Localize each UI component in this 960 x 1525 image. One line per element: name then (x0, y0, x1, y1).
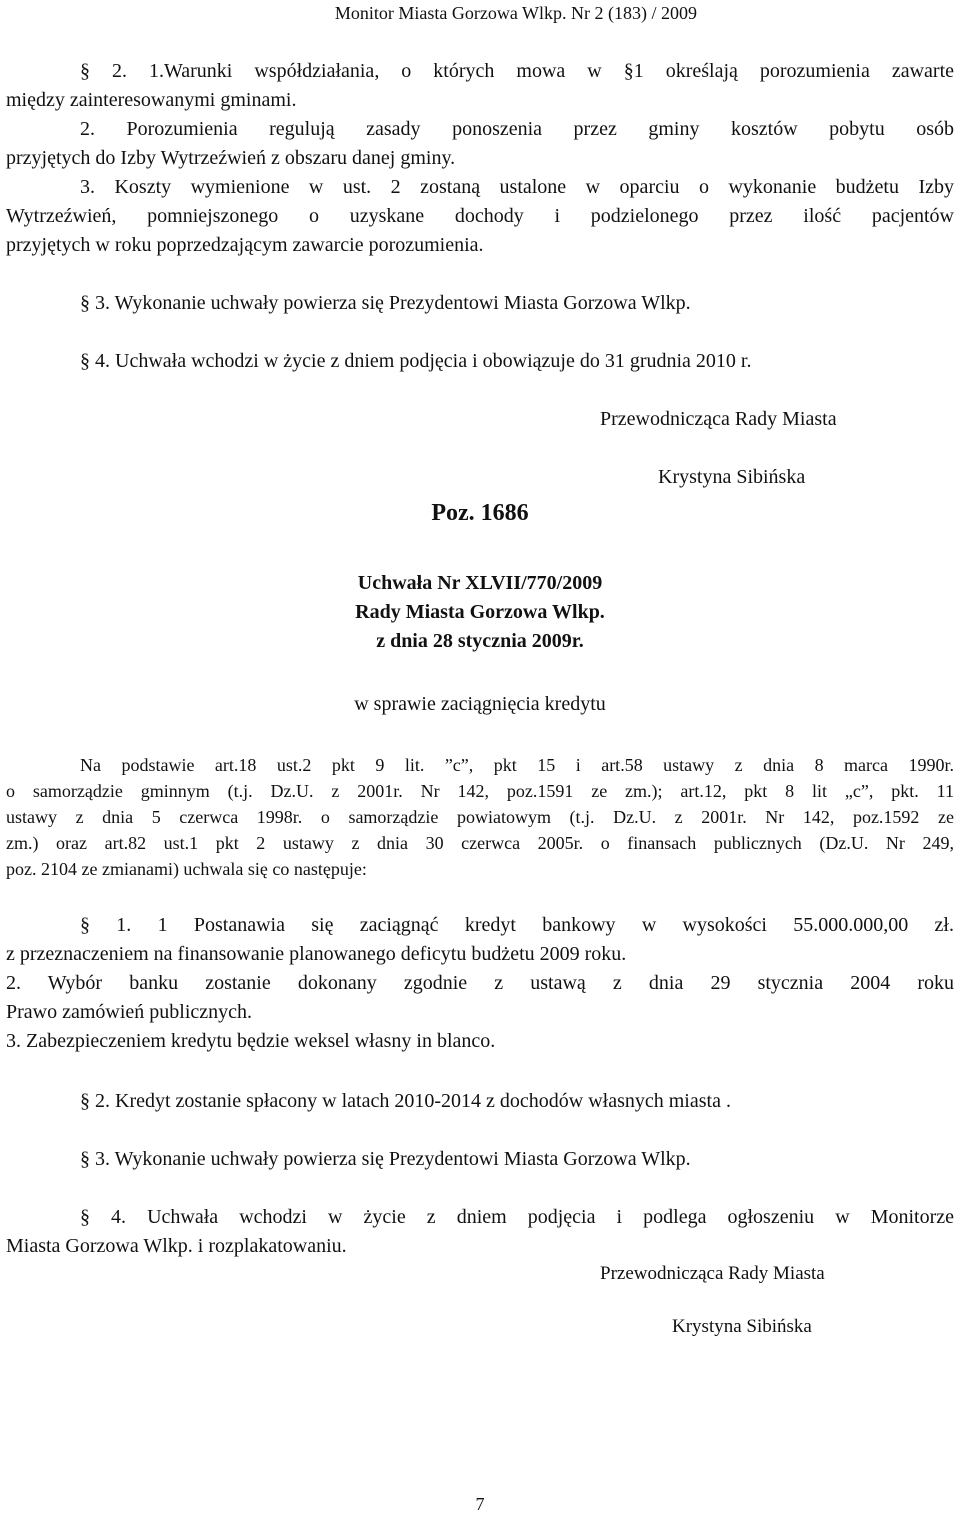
resolution-date: z dnia 28 stycznia 2009r. (376, 630, 584, 652)
section-2: § 2. Kredyt zostanie spłacony w latach 2010-2014 z dochodów własnych miasta . (80, 1090, 731, 1112)
legal-basis-line: zm.) oraz art.82 ust.1 pkt 2 ustawy z dnia 30 czerwca 2005r. o finansach publicznych (Dz.U. Nr 249, (6, 833, 954, 853)
section-1-line: § 1. 1 Postanawia się zaciągnąć kredyt bankowy w wysokości 55.000.000,00 zł. (80, 914, 954, 936)
signature-name: Krystyna Sibińska (658, 466, 806, 488)
section-1-line: z przeznaczeniem na finansowanie planowanego deficytu budżetu 2009 roku. (6, 943, 627, 965)
section-4-line: § 4. Uchwała wchodzi w życie z dniem podjęcia i podlega ogłoszeniu w Monitorze (80, 1206, 954, 1228)
section-3: § 3. Wykonanie uchwały powierza się Prezydentowi Miasta Gorzowa Wlkp. (80, 1148, 691, 1170)
para-text-line: przyjętych w roku poprzedzającym zawarcie porozumienia. (6, 234, 484, 256)
signature-name: Krystyna Sibińska (672, 1316, 812, 1337)
legal-basis-line: o samorządzie gminnym (t.j. Dz.U. z 2001r. Nr 142, poz.1591 ze zm.); art.12, pkt 8 lit „c”, pkt. 11 (6, 781, 954, 801)
position-number: Poz. 1686 (431, 500, 529, 526)
legal-basis-line: poz. 2104 ze zmianami) uchwala się co następuje: (6, 859, 367, 879)
legal-basis-line: ustawy z dnia 5 czerwca 1998r. o samorządzie powiatowym (t.j. Dz.U. z 2001r. Nr 142, poz.1592 ze (6, 807, 954, 827)
resolution-subject: w sprawie zaciągnięcia kredytu (354, 693, 606, 715)
paragraph-3: § 3. Wykonanie uchwały powierza się Prezydentowi Miasta Gorzowa Wlkp. (80, 292, 691, 314)
section-1-2-line: Prawo zamówień publicznych. (6, 1001, 253, 1023)
para-text-line: 2. Porozumienia regulują zasady ponoszenia przez gminy kosztów pobytu osób (80, 118, 954, 140)
para-text-line: między zainteresowanymi gminami. (6, 89, 297, 111)
resolution-title: Uchwała Nr XLVII/770/2009 (357, 572, 603, 594)
section-1-2-line: 2. Wybór banku zostanie dokonany zgodnie z ustawą z dnia 29 stycznia 2004 roku (6, 972, 954, 994)
page-number: 7 (475, 1494, 485, 1514)
para-text-line: 3. Koszty wymienione w ust. 2 zostaną ustalone w oparciu o wykonanie budżetu Izby (80, 176, 954, 198)
running-header: Monitor Miasta Gorzowa Wlkp. Nr 2 (183) / 2009 (334, 3, 697, 23)
para-2-1-line: § 2. 1.Warunki współdziałania, o których mowa w §1 określają porozumienia zawarte (80, 60, 954, 82)
signature-title: Przewodnicząca Rady Miasta (600, 1263, 825, 1284)
para-text-line: Wytrzeźwień, pomniejszonego o uzyskane dochody i podzielonego przez ilość pacjentów (6, 205, 954, 227)
para-text-line: przyjętych do Izby Wytrzeźwień z obszaru danej gminy. (6, 147, 456, 169)
signature-title: Przewodnicząca Rady Miasta (600, 408, 837, 430)
section-1-3: 3. Zabezpieczeniem kredytu będzie weksel własny in blanco. (6, 1030, 496, 1052)
resolution-council: Rady Miasta Gorzowa Wlkp. (355, 601, 605, 623)
legal-basis-line: Na podstawie art.18 ust.2 pkt 9 lit. ”c”, pkt 15 i art.58 ustawy z dnia 8 marca 1990r. (80, 755, 954, 775)
paragraph-4: § 4. Uchwała wchodzi w życie z dniem podjęcia i obowiązuje do 31 grudnia 2010 r. (80, 350, 752, 372)
section-4-line: Miasta Gorzowa Wlkp. i rozplakatowaniu. (6, 1235, 347, 1257)
